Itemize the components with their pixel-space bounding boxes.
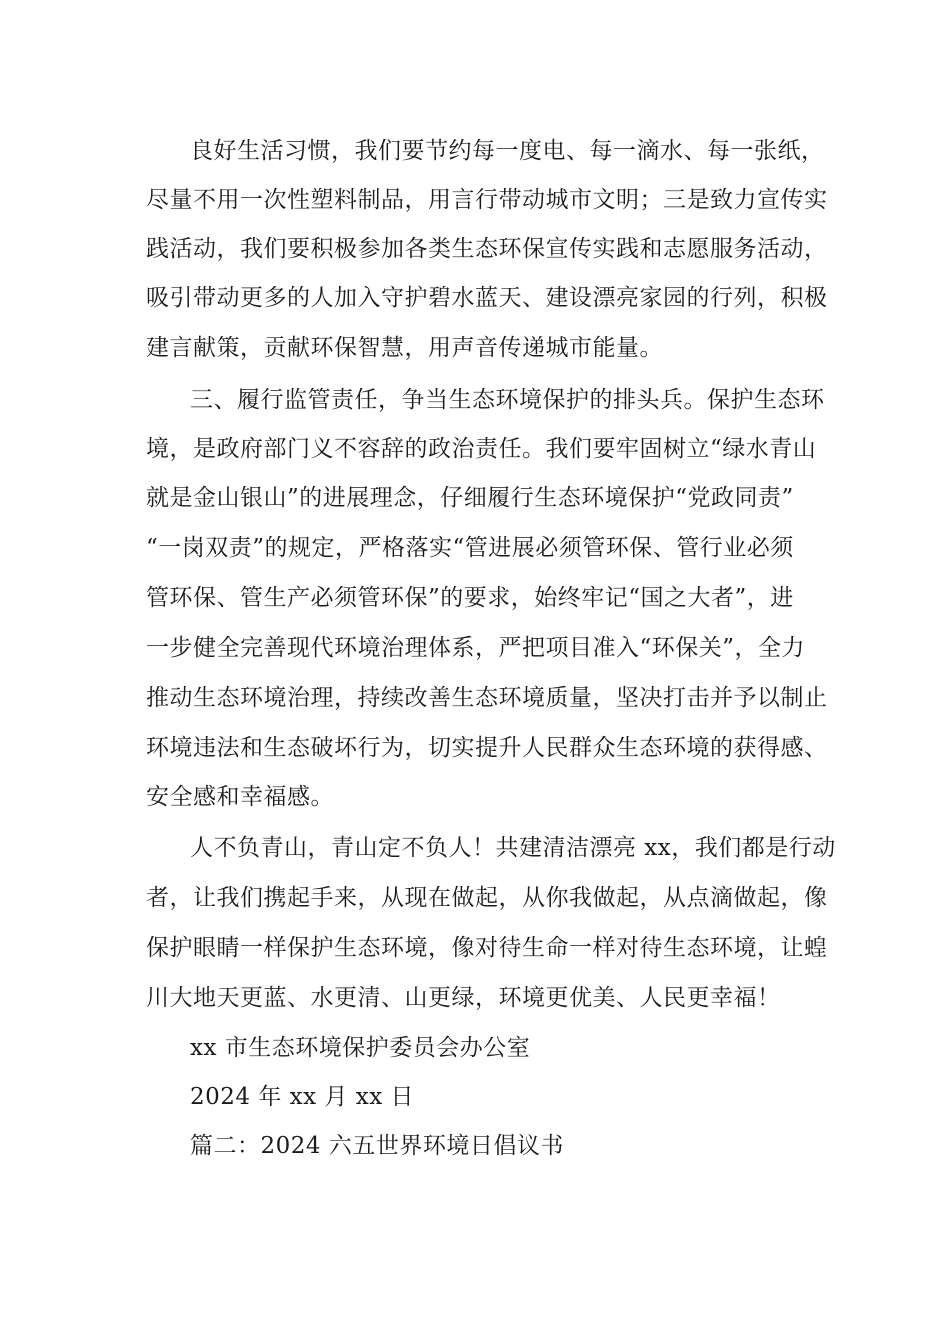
- section-title: 篇二：2024 六五世界环境日倡议书: [190, 1133, 564, 1159]
- paragraph-1-line-3: 践活动，我们要积极参加各类生态环保宣传实践和志愿服务活动，: [146, 236, 828, 262]
- paragraph-3-line-4: 川大地天更蓝、水更清、山更绿，环境更优美、人民更幸福！: [146, 985, 781, 1011]
- paragraph-2-line-1: 三、履行监管责任，争当生态环境保护的排头兵。保护生态环: [190, 387, 825, 413]
- paragraph-3-line-3: 保护眼睛一样保护生态环境，像对待生命一样对待生态环境，让蝗: [146, 935, 828, 961]
- paragraph-2-line-5: 管环保、管生产必须管环保”的要求，始终牢记“国之大者”，进: [146, 585, 794, 611]
- paragraph-2-line-6: 一步健全完善现代环境治理体系，严把项目准入“环保关”，全力: [146, 635, 806, 661]
- paragraph-1-line-5: 建言献策，贡献环保智慧，用声音传递城市能量。: [146, 335, 663, 361]
- paragraph-3-line-1: 人不负青山，青山定不负人！共建清洁漂亮 xx，我们都是行动: [190, 835, 836, 861]
- paragraph-2-line-9: 安全感和幸福感。: [146, 784, 334, 810]
- paragraph-1-line-2: 尽量不用一次性塑料制品，用言行带动城市文明；三是致力宣传实: [146, 187, 828, 213]
- paragraph-2-line-7: 推动生态环境治理，持续改善生态环境质量，坚决打击并予以制止: [146, 685, 828, 711]
- paragraph-2-line-3: 就是金山银山”的进展理念，仔细履行生态环境保护“党政同责”: [146, 485, 794, 511]
- paragraph-1-line-1: 良好生活习惯，我们要节约每一度电、每一滴水、每一张纸，: [190, 138, 825, 164]
- paragraph-1-line-4: 吸引带动更多的人加入守护碧水蓝天、建设漂亮家园的行列，积极: [146, 285, 828, 311]
- paragraph-2-line-2: 境，是政府部门义不容辞的政治责任。我们要牢固树立“绿水青山: [146, 436, 817, 462]
- paragraph-3-line-2: 者，让我们携起手来，从现在做起，从你我做起，从点滴做起，像: [146, 885, 828, 911]
- paragraph-2-line-4: “一岗双责”的规定，严格落实“管进展必须管环保、管行业必须: [146, 535, 794, 561]
- document-date: 2024 年 xx 月 xx 日: [190, 1084, 414, 1110]
- signature: xx 市生态环境保护委员会办公室: [190, 1035, 531, 1061]
- paragraph-2-line-8: 环境违法和生态破坏行为，切实提升人民群众生态环境的获得感、: [146, 735, 828, 761]
